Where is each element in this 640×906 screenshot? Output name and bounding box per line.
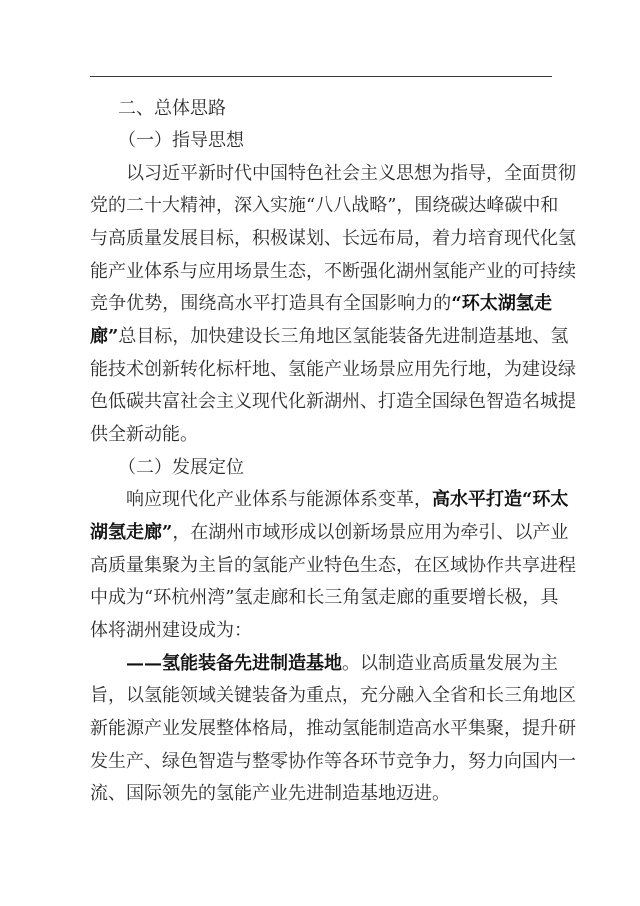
paragraph-line: 新能源产业发展整体格局，推动氢能制造高水平集聚，提升研: [90, 718, 576, 739]
bold-phrase: 高水平打造“环太: [432, 489, 569, 510]
paragraph-text: 竞争优势，围绕高水平打造具有全国影响力的: [90, 293, 452, 314]
paragraph-line: 中成为“环杭州湾”氢走廊和长三角氢走廊的重要增长极，具: [90, 587, 559, 608]
paragraph-line: 党的二十大精神，深入实施“八八战略”，围绕碳达峰碳中和: [90, 195, 559, 216]
paragraph-text: 。以制造业高质量发展为主: [342, 653, 558, 674]
paragraph-line: 旨，以氢能领域关键装备为重点，充分融入全省和长三角地区: [90, 685, 576, 706]
header-rule: [90, 76, 552, 77]
paragraph-line: 高质量集聚为主旨的氢能产业特色生态，在区域协作共享进程: [90, 555, 576, 576]
paragraph-line: 供全新动能。: [90, 424, 198, 445]
paragraph-text: 响应现代化产业体系与能源体系变革，: [126, 489, 432, 510]
paragraph-line: 能产业体系与应用场景生态，不断强化湖州氢能产业的可持续: [90, 261, 576, 282]
paragraph-line: 体将湖州建设成为：: [90, 620, 252, 641]
bold-phrase: ——氢能装备先进制造基地: [126, 653, 342, 674]
paragraph-text: ，在湖州市域形成以创新场景应用为牵引、以产业: [172, 522, 569, 543]
paragraph-line: [126, 489, 569, 511]
subheading-development-positioning: （二）发展定位: [118, 457, 244, 478]
paragraph-text: 总目标，加快建设长三角地区氢能装备先进制造基地、氢: [118, 326, 569, 347]
paragraph-line: [126, 653, 558, 675]
paragraph-line: 流、国际领先的氢能产业先进制造基地迈进。: [90, 783, 450, 804]
paragraph-line: 发生产、绿色智造与整零协作等各环节竞争力，努力向国内一: [90, 751, 576, 772]
bold-phrase: 湖氢走廊”: [90, 522, 173, 543]
paragraph-line: 以习近平新时代中国特色社会主义思想为指导，全面贯彻: [126, 163, 576, 184]
bold-phrase: 廊”: [90, 326, 119, 347]
paragraph-line: [90, 522, 569, 544]
paragraph-line: [90, 293, 552, 315]
paragraph-line: 与高质量发展目标，积极谋划、长远布局，着力培育现代化氢: [90, 228, 576, 249]
paragraph-line: 色低碳共富社会主义现代化新湖州、打造全国绿色智造名城提: [90, 391, 576, 412]
section-heading: 二、总体思路: [118, 98, 226, 119]
subheading-guiding-thought: （一）指导思想: [118, 130, 244, 151]
bold-phrase: “环太湖氢走: [451, 293, 552, 314]
paragraph-line: 能技术创新转化标杆地、氢能产业场景应用先行地，为建设绿: [90, 359, 576, 380]
paragraph-line: [90, 326, 569, 348]
